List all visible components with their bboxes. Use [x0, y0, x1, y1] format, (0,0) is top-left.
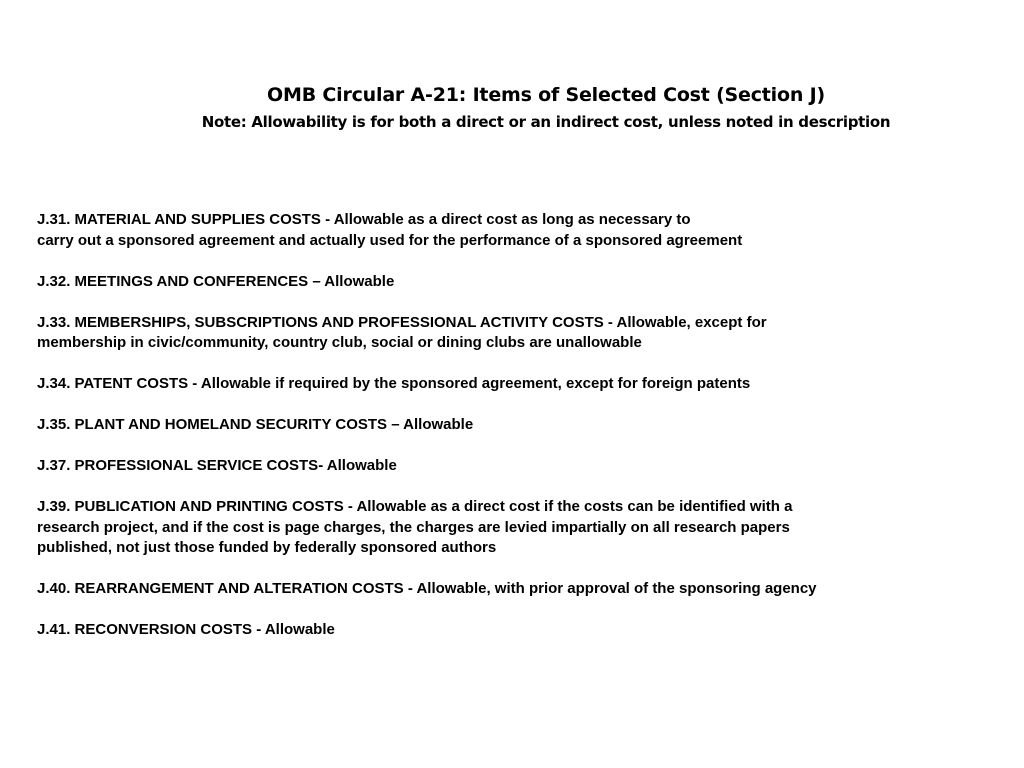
cost-item-j39: J.39. PUBLICATION AND PRINTING COSTS - Allowable as a direct cost if the costs can be identified with a research project, and if the cost is page charges, the charges are levied impartially on all research papers published, not just those funded by federally sponsored authors	[37, 498, 793, 556]
slide-note-text: Note: Allowability is for both a direct or an indirect cost, unless noted in description	[201, 113, 891, 131]
cost-item-j37: J.37. PROFESSIONAL SERVICE COSTS- Allowable	[37, 457, 397, 474]
cost-item-j32: J.32. MEETINGS AND CONFERENCES – Allowable	[37, 272, 395, 290]
cost-item-j40: J.40. REARRANGEMENT AND ALTERATION COSTS - Allowable, with prior approval of the sponsoring agency	[37, 580, 817, 597]
slide-note	[0, 113, 1024, 131]
cost-item-j33: J.33. MEMBERSHIPS, SUBSCRIPTIONS AND PROFESSIONAL ACTIVITY COSTS - Allowable, except for membership in civic/community, country club, social or dining clubs are unallowable	[37, 313, 767, 351]
slide-title	[0, 84, 1024, 106]
cost-item-j34: J.34. PATENT COSTS - Allowable if required by the sponsored agreement, except for foreign patents	[37, 375, 751, 392]
cost-item-j41: J.41. RECONVERSION COSTS - Allowable	[37, 621, 335, 638]
cost-items-list	[37, 210, 997, 661]
cost-item-j35: J.35. PLANT AND HOMELAND SECURITY COSTS – Allowable	[37, 416, 474, 433]
slide-title-text: OMB Circular A-21: Items of Selected Cost (Section J)	[267, 84, 825, 106]
cost-item-j31: J.31. MATERIAL AND SUPPLIES COSTS - Allowable as a direct cost as long as necessary to carry out a sponsored agreement and actually used for the performance of a sponsored agreement	[37, 211, 743, 249]
